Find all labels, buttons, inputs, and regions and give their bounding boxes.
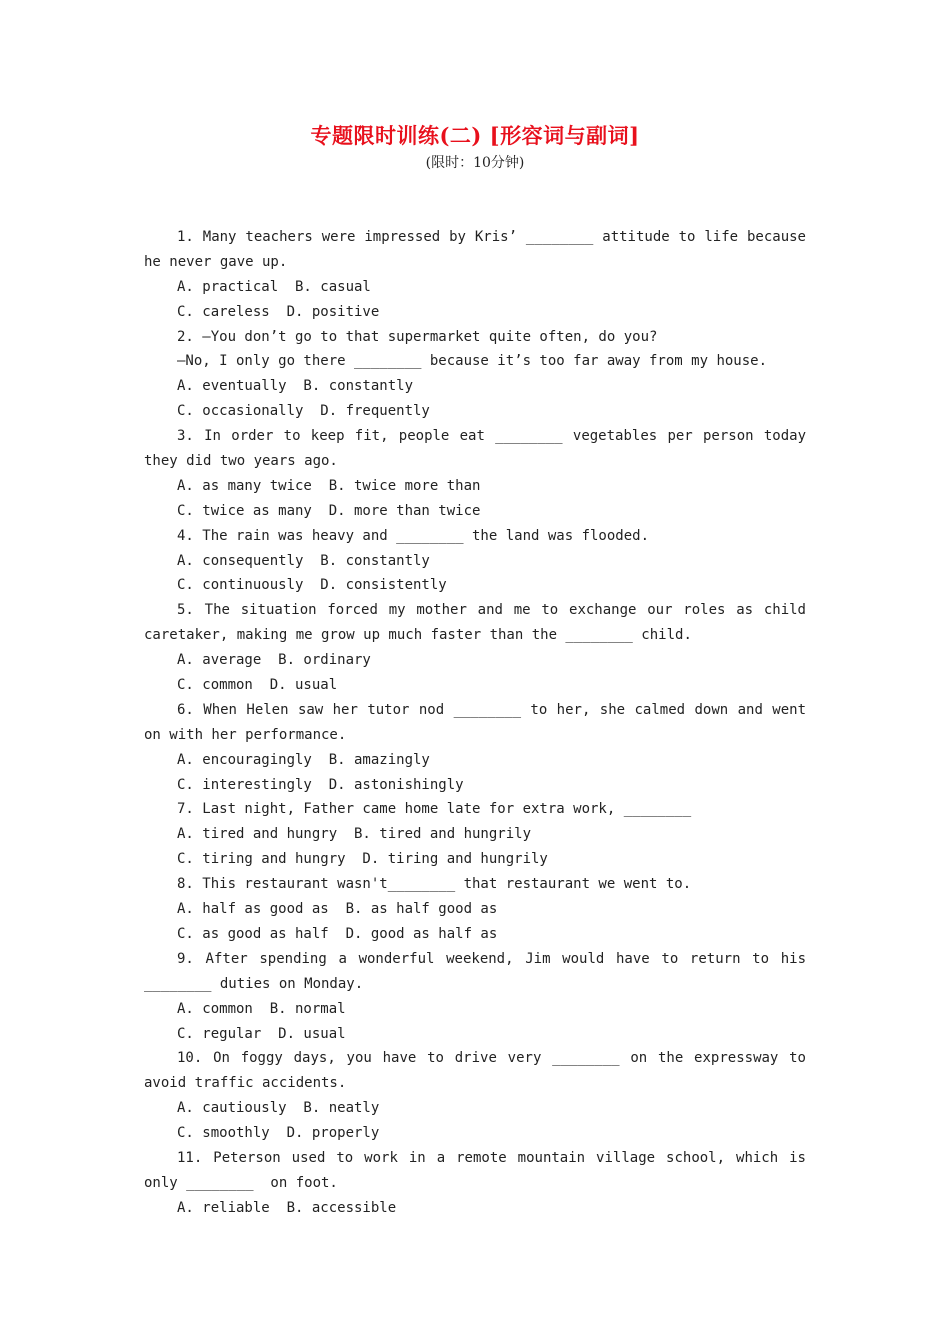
answer-options-line: A. half as good as B. as half good as bbox=[177, 901, 498, 918]
question-line: only ________ on foot. bbox=[144, 1174, 338, 1191]
answer-options-line: C. continuously D. consistently bbox=[177, 577, 447, 594]
answer-options-line: C. occasionally D. frequently bbox=[177, 403, 430, 420]
answer-options-line: C. twice as many D. more than twice bbox=[177, 502, 481, 519]
question-line: 11. Peterson used to work in a remote mountain village school, which is bbox=[177, 1149, 806, 1166]
question-line: 7. Last night, Father came home late for extra work, ________ bbox=[177, 801, 692, 818]
time-limit: (限时：10分钟) bbox=[425, 155, 525, 171]
question-line: they did two years ago. bbox=[144, 453, 338, 470]
answer-options-line: C. common D. usual bbox=[177, 677, 338, 694]
question-line: 10. On foggy days, you have to drive very ________ on the expressway to bbox=[177, 1050, 806, 1067]
question-line: avoid traffic accidents. bbox=[144, 1075, 347, 1092]
answer-options-line: A. common B. normal bbox=[177, 1000, 346, 1017]
answer-options-line: A. cautiously B. neatly bbox=[177, 1100, 380, 1117]
page-title: 专题限时训练(二) [形容词与副词] bbox=[310, 123, 640, 148]
answer-options-line: A. reliable B. accessible bbox=[177, 1199, 397, 1216]
question-line: 9. After spending a wonderful weekend, Jim would have to return to his bbox=[177, 950, 806, 967]
answer-options-line: C. tiring and hungry D. tiring and hungrily bbox=[177, 851, 548, 868]
question-line: 2. —You don’t go to that supermarket quite often, do you? bbox=[177, 328, 658, 345]
question-line: 3. In order to keep fit, people eat ________ vegetables per person today bbox=[177, 428, 806, 445]
question-line: he never gave up. bbox=[144, 253, 288, 270]
answer-options-line: C. regular D. usual bbox=[177, 1025, 346, 1042]
answer-options-line: A. eventually B. constantly bbox=[177, 378, 414, 395]
answer-options-line: A. encouragingly B. amazingly bbox=[177, 751, 430, 768]
question-line: 5. The situation forced my mother and me to exchange our roles as child bbox=[177, 602, 806, 619]
question-line: 6. When Helen saw her tutor nod ________ to her, she calmed down and went bbox=[177, 701, 806, 718]
question-line: ________ duties on Monday. bbox=[144, 975, 364, 992]
question-line: caretaker, making me grow up much faster than the ________ child. bbox=[144, 627, 692, 644]
question-line: 1. Many teachers were impressed by Kris’ ________ attitude to life because bbox=[177, 229, 806, 245]
answer-options-line: A. as many twice B. twice more than bbox=[177, 477, 481, 494]
answer-options-line: A. tired and hungry B. tired and hungrily bbox=[177, 826, 532, 843]
question-line: on with her performance. bbox=[144, 726, 347, 743]
answer-options-line: A. consequently B. constantly bbox=[177, 552, 430, 569]
question-list bbox=[144, 225, 806, 1221]
answer-options-line: C. interestingly D. astonishingly bbox=[177, 776, 464, 793]
question-line: 4. The rain was heavy and ________ the land was flooded. bbox=[177, 527, 650, 544]
answer-options-line: C. careless D. positive bbox=[177, 303, 380, 320]
answer-options-line: C. as good as half D. good as half as bbox=[177, 925, 498, 942]
answer-options-line: C. smoothly D. properly bbox=[177, 1125, 380, 1142]
answer-options-line: A. average B. ordinary bbox=[177, 652, 371, 669]
question-line: 8. This restaurant wasn't________ that restaurant we went to. bbox=[177, 876, 692, 893]
answer-options-line: A. practical B. casual bbox=[177, 278, 371, 295]
question-line: —No, I only go there ________ because it’s too far away from my house. bbox=[177, 353, 768, 370]
